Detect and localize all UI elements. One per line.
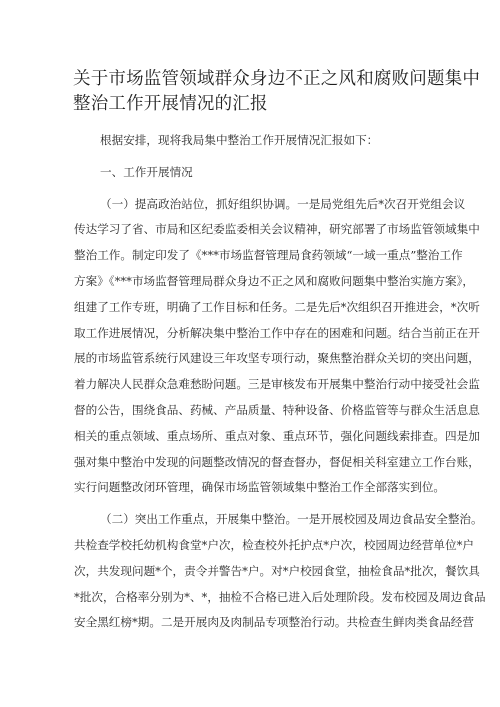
paragraph-line: （一）提高政治站位，抓好组织协调。一是局党组先后*次召开党组会议 — [100, 196, 466, 211]
paragraph-2 — [74, 507, 486, 636]
paragraph-line: *批次，合格率分别为*、*，抽检不合格已进入后处理阶段。发布校园及周边食品 — [74, 589, 486, 604]
paragraph-line: 督的公告，围绕食品、药械、产品质量、特种设备、价格监管等与群众生活息息 — [74, 402, 480, 417]
paragraph-line: 着力解决人民群众急难愁盼问题。三是审核发布开展集中整治行动中接受社会监 — [74, 377, 480, 392]
paragraph-line: 组建了工作专班，明确了工作目标和任务。二是先后*次组织召开推进会，*次听 — [74, 299, 480, 314]
paragraph-line: 安全黑红榜*期。二是开展肉及肉制品专项整治行动。共检查生鲜肉类食品经营 — [74, 615, 474, 630]
document-body — [74, 128, 486, 636]
paragraph-line: 展的市场监管系统行风建设三年攻坚专项行动，聚焦整治群众关切的突出问题， — [74, 351, 480, 366]
paragraph-line: 传达学习了省、市局和区纪委监委相关会议精神，研究部署了市场监管领域集中 — [74, 222, 480, 237]
paragraph-line: 取工作进展情况，分析解决集中整治工作中存在的困难和问题。结合当前正在开 — [74, 325, 480, 340]
title-line-2: 整治工作开展情况的汇报 — [73, 94, 268, 114]
document-title — [73, 67, 481, 117]
paragraph-line: 强对集中整治中发现的问题整改情况的督查督办，督促相关科室建立工作台账， — [74, 454, 480, 469]
paragraph-line: 实行问题整改闭环管理，确保市场监管领域集中整治工作全部落实到位。 — [74, 480, 446, 495]
paragraph-line: （二）突出工作重点，开展集中整治。一是开展校园及周边食品安全整治。 — [100, 512, 483, 527]
paragraph-line: 次，共发现问题*个，责令并警告*户。对*户校园食堂，抽检食品*批次，餐饮具 — [74, 563, 480, 578]
paragraph-1 — [74, 192, 480, 502]
section-heading: 一、工作开展情况 — [100, 164, 193, 179]
paragraph-line: 整治工作。制定印发了《***市场监督管理局食药领域“一域一重点”整治工作 — [74, 248, 463, 263]
intro-paragraph: 根据安排，现将我局集中整治工作开展情况汇报如下： — [100, 133, 379, 147]
paragraph-line: 相关的重点领域、重点场所、重点对象、重点环节，强化问题线索排查。四是加 — [74, 428, 480, 443]
paragraph-line: 方案》《***市场监督管理局群众身边不正之风和腐败问题集中整治实施方案》， — [74, 273, 474, 288]
paragraph-line: 共检查学校托幼机构食堂*户次，检查校外托护点*户次，校园周边经营单位*户 — [74, 537, 474, 552]
title-line-1: 关于市场监管领域群众身边不正之风和腐败问题集中 — [73, 69, 481, 89]
